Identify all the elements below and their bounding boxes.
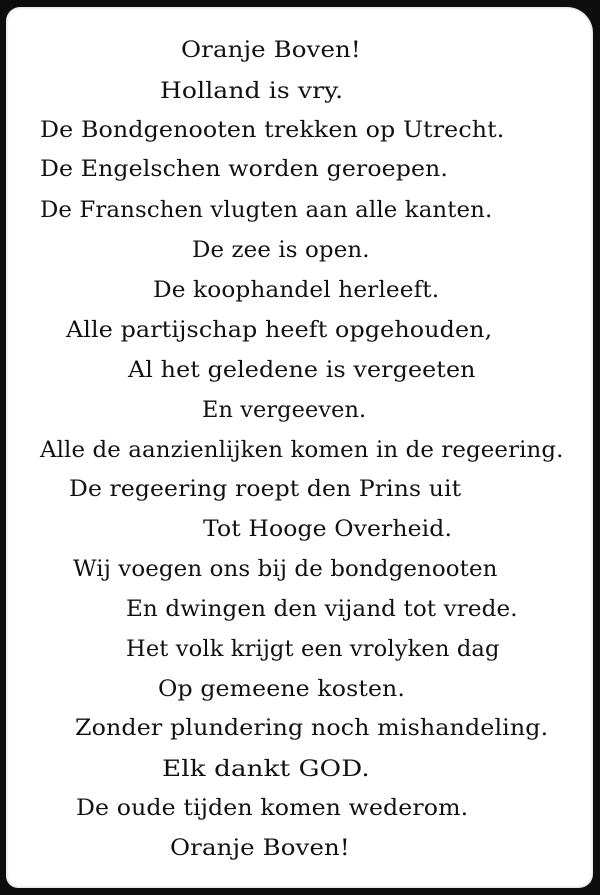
text-line: Tot Hooge Overheid. xyxy=(203,517,453,542)
printed-page xyxy=(6,7,593,888)
text-line: Zonder plundering noch mishandeling. xyxy=(75,716,549,741)
text-line: De koophandel herleeft. xyxy=(153,278,440,303)
text-line: De Engelschen worden geroepen. xyxy=(40,157,449,182)
text-line: Holland is vry. xyxy=(160,79,344,104)
text-line: Al het geledene is vergeeten xyxy=(128,358,476,383)
text-line: En vergeeven. xyxy=(202,398,367,423)
text-line: Alle partijschap heeft opgehouden, xyxy=(66,318,493,343)
text-line: Oranje Boven! xyxy=(170,836,350,861)
text-line: Oranje Boven! xyxy=(181,38,361,63)
text-line: Op gemeene kosten. xyxy=(158,677,405,702)
text-line: De oude tijden komen wederom. xyxy=(76,796,469,821)
text-line: En dwingen den vijand tot vrede. xyxy=(126,597,518,622)
text-line: Wij voegen ons bij de bondgenooten xyxy=(73,557,498,582)
text-line: Het volk krijgt een vrolyken dag xyxy=(126,637,500,662)
text-line: De regeering roept den Prins uit xyxy=(69,477,462,502)
text-line: Elk dankt GOD. xyxy=(162,757,370,782)
text-line: De Franschen vlugten aan alle kanten. xyxy=(40,198,493,223)
text-line: De zee is open. xyxy=(192,238,370,263)
text-line: Alle de aanzienlijken komen in de regeering. xyxy=(40,438,564,463)
text-line: De Bondgenooten trekken op Utrecht. xyxy=(40,118,505,143)
